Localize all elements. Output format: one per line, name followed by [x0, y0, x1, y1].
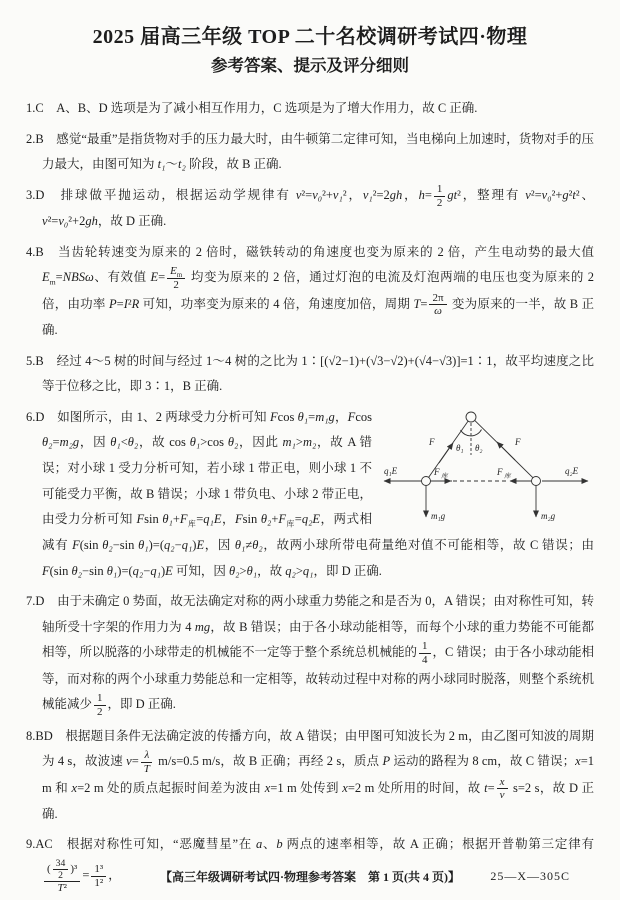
q2e-label: q₂E — [565, 465, 579, 476]
answer-key-subtitle: 参考答案、提示及评分细则 — [211, 56, 409, 75]
force-diagram — [382, 407, 594, 531]
answer-item-9-text: 9.AC 根据对称性可知，“恶魔彗星”在 a、b 两点的速率相等，故 A 正确；根据开普勒第三定律有 ( $\frac{34}{2}$ )³ T² = $\frac{\text{1³}}{\text{1²}}$ ， — [26, 837, 594, 895]
tension-label-right: F — [515, 436, 521, 447]
m2g-label: m₂g — [541, 510, 556, 521]
tension-label-left: F — [429, 436, 435, 447]
coulomb-label-left-sub: 库 — [441, 472, 448, 480]
page-footer — [0, 868, 620, 886]
answer-item-5-text: 5.B 经过 4～5 树的时间与经过 1～4 树的之比为 1∶[(√2−1)+(√3−√2)+(√4−√3)]=1∶1，故平均速度之比等于位移之比，即 3∶1，B 正确. — [26, 353, 594, 394]
answer-item-2 — [26, 127, 594, 178]
tension-arrow-left — [439, 443, 453, 463]
answer-item-4-text: 4.B 当齿轮转速变为原来的 2 倍时，磁铁转动的角速度也变为原来的 2 倍，产生电动势的最大值 $E_m=NBS\omega$、有效值 E= $\frac{E_m}{2}$ 均变为原来的 2 倍，通过灯泡的电流及灯泡两端的电压也变为原来的 2 倍，由功率 P=I²R 可知，功率变为原来的 4 倍，角速度加倍，周期 T= $\frac{2\pi}{\omega}$ 变为原来的一半，故 B 正确. — [26, 244, 594, 337]
answer-item-6-text: 6.D 如图所示，由 1、2 两球受力分析可知 Fcos θ₁=m₁g，Fcos θ₂=m₂g，因 θ₁<θ₂，故 cos θ₁>cos θ₂，因此 m₁>m₂，故 A 错误；对小球 1 受力分析可知，若小球 1 带正电，则小球 1 不可能受力平衡，故 B 错误；小球 1 带负电、小球 2 带正电，由受力分析可知 Fsin $\theta_1+F_库=q_1E$，Fsin $\theta_2+F_库=q_2E$，两式相减有 F(sin θ₂−sin θ₁)=(q₂−q₁)E，因 θ₁≠θ₂，故两小球所带电荷量绝对值不可能相等，故 C 错误；由 F(sin θ₂−sin θ₁)=(q₂−q₁)E 可知，因 θ₂>θ₁，故 q₂>q₁，即 D 正确. — [26, 409, 594, 578]
tension-arrow-right — [497, 442, 515, 460]
footer-center-text: 【高三年级调研考试四·物理参考答案 第 1 页(共 4 页)】 — [160, 870, 460, 884]
answer-item-3-text: 3.D 排球做平抛运动，根据运动学规律有 v²=v₀²+v₁²，v₁²=2gh，h= $\frac{1}{2}$ gt²，整理有 v²=v₀²+g²t²、v²=v₀²+2gh，故 D 正确. — [26, 182, 595, 229]
coulomb-label-right-sub: 库 — [504, 472, 511, 480]
answer-item-8 — [26, 724, 594, 828]
answer-item-1-text: 1.C A、B、D 选项是为了减小相互作用力，C 选项是为了增大作用力，故 C 正确. — [26, 101, 478, 115]
answer-item-2-text: 2.B 感觉“最重”是指货物对手的压力最大时，由牛顿第二定律可知，当电梯向上加速时，货物对手的压力最大，由图可知为 t₁～t₂ 阶段，故 B 正确. — [26, 131, 594, 172]
answer-item-4 — [26, 240, 594, 344]
coulomb-label-right: F — [497, 466, 503, 477]
m1g-label: m₁g — [431, 510, 446, 521]
ball-2 — [532, 476, 541, 485]
theta1-label: θ₁ — [456, 442, 464, 453]
answer-item-3 — [26, 183, 594, 235]
footer-code: 25—X—305C — [490, 869, 570, 883]
theta2-label: θ₂ — [475, 442, 483, 453]
q1e-label: q₁E — [384, 465, 398, 476]
coulomb-label-left: F — [434, 466, 440, 477]
answer-item-6 — [26, 405, 594, 584]
answer-item-1 — [26, 96, 594, 122]
answer-item-7-text: 7.D 由于未确定 0 势面，故无法确定对称的两小球重力势能之和是否为 0，A 错误；由对称性可知，转轴所受十字架的作用力为 4 mg，故 B 错误；由于各小球动能相等，而每个小球的重力势能不可能都相等，所以脱落的小球带走的机械能不一定等于整个系统总机械能的 $\frac{1}{4}$ ，C 错误；由于各小球动能相等，而对称的两个小球重力势能总和一定相等，故转动过程中对称的两小球同时脱落，则整个系统机械能减少 $\frac{1}{2}$ ，即 D 正确. — [26, 594, 594, 719]
pivot-circle — [466, 412, 476, 422]
answer-item-8-text: 8.BD 根据题目条件无法确定波的传播方向，故 A 错误；由甲图可知波长为 2 m，由乙图可知波的周期为 4 s，故波速 v= $\frac{\lambda}{T}$ m/s=0.5 m/s，故 B 正确；再经 2 s，质点 P 运动的路程为 8 cm，故 C 错误；x=1 m 和 x=2 m 处的质点起振时间差为波由 x=1 m 处传到 x=2 m 处所用的时间，故 t= $\frac{x}{v}$ s=2 s，故 D 正确. — [26, 728, 595, 821]
answer-item-5 — [26, 349, 594, 400]
answer-item-7 — [26, 589, 594, 718]
force-diagram-svg — [382, 407, 594, 531]
exam-title: 2025 届高三年级 TOP 二十名校调研考试四·物理 — [92, 26, 528, 48]
ball-1 — [422, 476, 431, 485]
